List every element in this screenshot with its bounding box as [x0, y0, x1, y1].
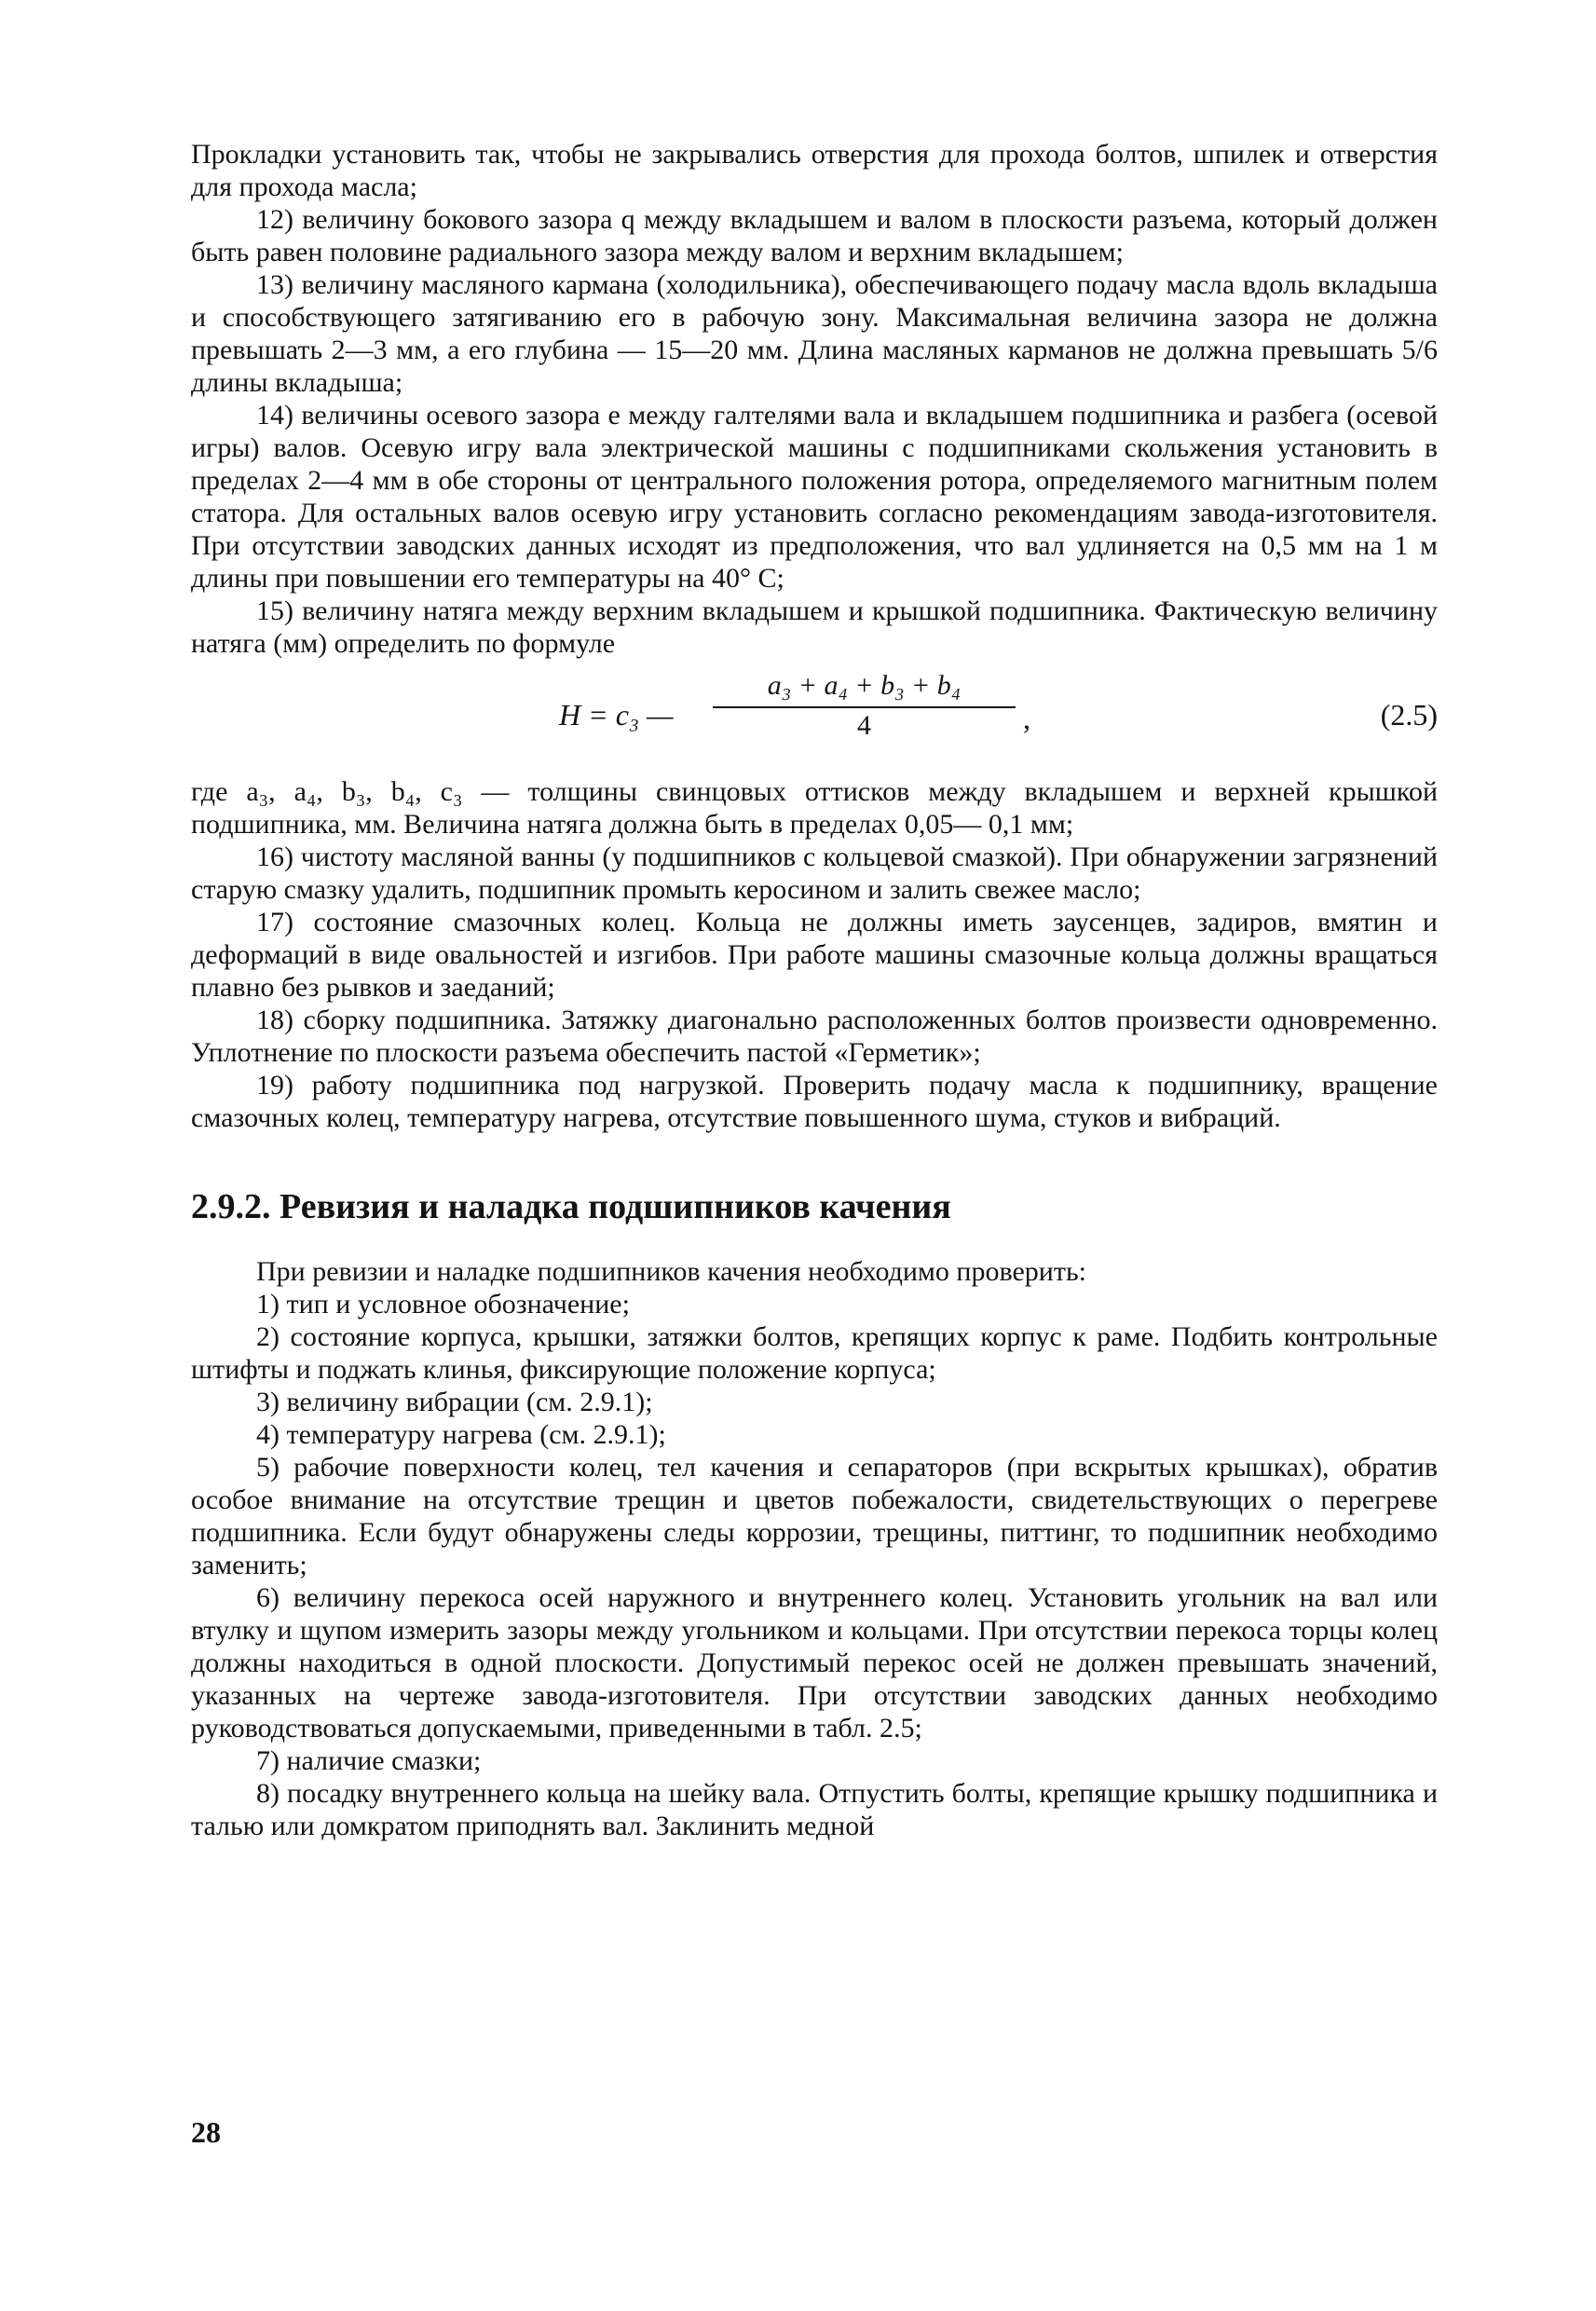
text-block-bottom [191, 1255, 1438, 1842]
formula-comma: , [1023, 702, 1030, 735]
list-item: 3) величину вибрации (см. 2.9.1); [256, 1387, 653, 1417]
list-item: 1) тип и условное обозначение; [256, 1289, 630, 1320]
formula-lhs: H = c₃ — [559, 698, 674, 732]
paragraph: 13) величину масляного кармана (холодильника), обеспечивающего подачу масла вдоль вкладыша и способствующего затягиванию его в рабочую зону. Максимальная величина зазора не должна превышать 2—3 мм, а его глубина — 15—20 мм. Длина масляных карманов не должна превышать 5/6 длины вкладыша; [191, 269, 1438, 398]
formula-numerator: a₃ + a₄ + b₃ + b₄ [713, 669, 1016, 708]
paragraph: При ревизии и наладке подшипников качения необходимо проверить: [256, 1256, 1086, 1287]
paragraph: 12) величину бокового зазора q между вкладышем и валом в плоскости разъема, который должен быть равен половине радиального зазора между валом и верхним вкладышем; [191, 204, 1438, 267]
section-heading: 2.9.2. Ревизия и наладка подшипников качения [191, 1187, 951, 1226]
list-item: 5) рабочие поверхности колец, тел качения и сепараторов (при вскрытых крышках), обратив особое внимание на отсутствие трещин и цветов побежалости, свидетельствующих о перегреве подшипника. Если будут обнаружены следы коррозии, трещины, питтинг, то подшипник необходимо заменить; [191, 1452, 1438, 1580]
page-number: 28 [191, 2115, 221, 2149]
list-item: 8) посадку внутреннего кольца на шейку вала. Отпустить болты, крепящие крышку подшипника и талью или домкратом приподнять вал. Заклинить медной [191, 1778, 1438, 1841]
formula-2-5 [191, 665, 1438, 770]
list-item: 2) состояние корпуса, крышки, затяжки болтов, крепящих корпус к раме. Подбить контрольные штифты и поджать клинья, фиксирующие положение корпуса; [191, 1321, 1438, 1385]
paragraph: 14) величины осевого зазора e между галтелями вала и вкладышем подшипника и разбега (осевой игры) валов. Осевую игру вала электрической машины с подшипниками скольжения установить в пределах 2—4 мм в обе стороны от центрального положения ротора, определяемого магнитным полем статора. Для остальных валов осевую игру установить согласно рекомендациям завода-изготовителя. При отсутствии заводских данных исходят из предположения, что вал удлиняется на 0,5 мм на 1 м длины при повышении его температуры на 40° С; [191, 400, 1438, 594]
formula-number: (2.5) [1380, 698, 1438, 732]
formula-fraction [713, 669, 1016, 744]
text-block-middle [191, 775, 1438, 1134]
paragraph: 17) состояние смазочных колец. Кольца не должны иметь заусенцев, задиров, вмятин и деформаций в виде овальностей и изгибов. При работе машины смазочные кольца должны вращаться плавно без рывков и заеданий; [191, 907, 1438, 1003]
paragraph: 16) чистоту масляной ванны (у подшипников с кольцевой смазкой). При обнаружении загрязнений старую смазку удалить, подшипник промыть керосином и залить свежее масло; [191, 841, 1438, 905]
text-block-top [191, 138, 1438, 660]
list-item: 6) величину перекоса осей наружного и внутреннего колец. Установить угольник на вал или втулку и щупом измерить зазоры между угольником и кольцами. При отсутствии перекоса торцы колец должны находиться в одной плоскости. Допустимый перекос осей не должен превышать значений, указанных на чертеже завода-изготовителя. При отсутствии заводских данных необходимо руководствоваться допускаемыми, приведенными в табл. 2.5; [191, 1582, 1438, 1744]
formula-denominator: 4 [857, 710, 871, 741]
paragraph: 18) сборку подшипника. Затяжку диагонально расположенных болтов произвести одновременно. Уплотнение по плоскости разъема обеспечить пастой «Герметик»; [191, 1005, 1438, 1068]
list-item: 7) наличие смазки; [256, 1745, 482, 1776]
paragraph: 19) работу подшипника под нагрузкой. Проверить подачу масла к подшипнику, вращение смазочных колец, температуру нагрева, отсутствие повышенного шума, стуков и вибраций. [191, 1070, 1438, 1133]
list-item: 4) температуру нагрева (см. 2.9.1); [256, 1419, 666, 1450]
page-body [191, 138, 1438, 1842]
paragraph: Прокладки установить так, чтобы не закрывались отверстия для прохода болтов, шпилек и отверстия для прохода масла; [191, 139, 1438, 202]
paragraph: 15) величину натяга между верхним вкладышем и крышкой подшипника. Фактическую величину натяга (мм) определить по формуле [191, 595, 1438, 659]
paragraph: где a₃, a₄, b₃, b₄, c₃ — толщины свинцовых оттисков между вкладышем и верхней крышкой подшипника, мм. Величина натяга должна быть в пределах 0,05— 0,1 мм; [191, 776, 1438, 840]
